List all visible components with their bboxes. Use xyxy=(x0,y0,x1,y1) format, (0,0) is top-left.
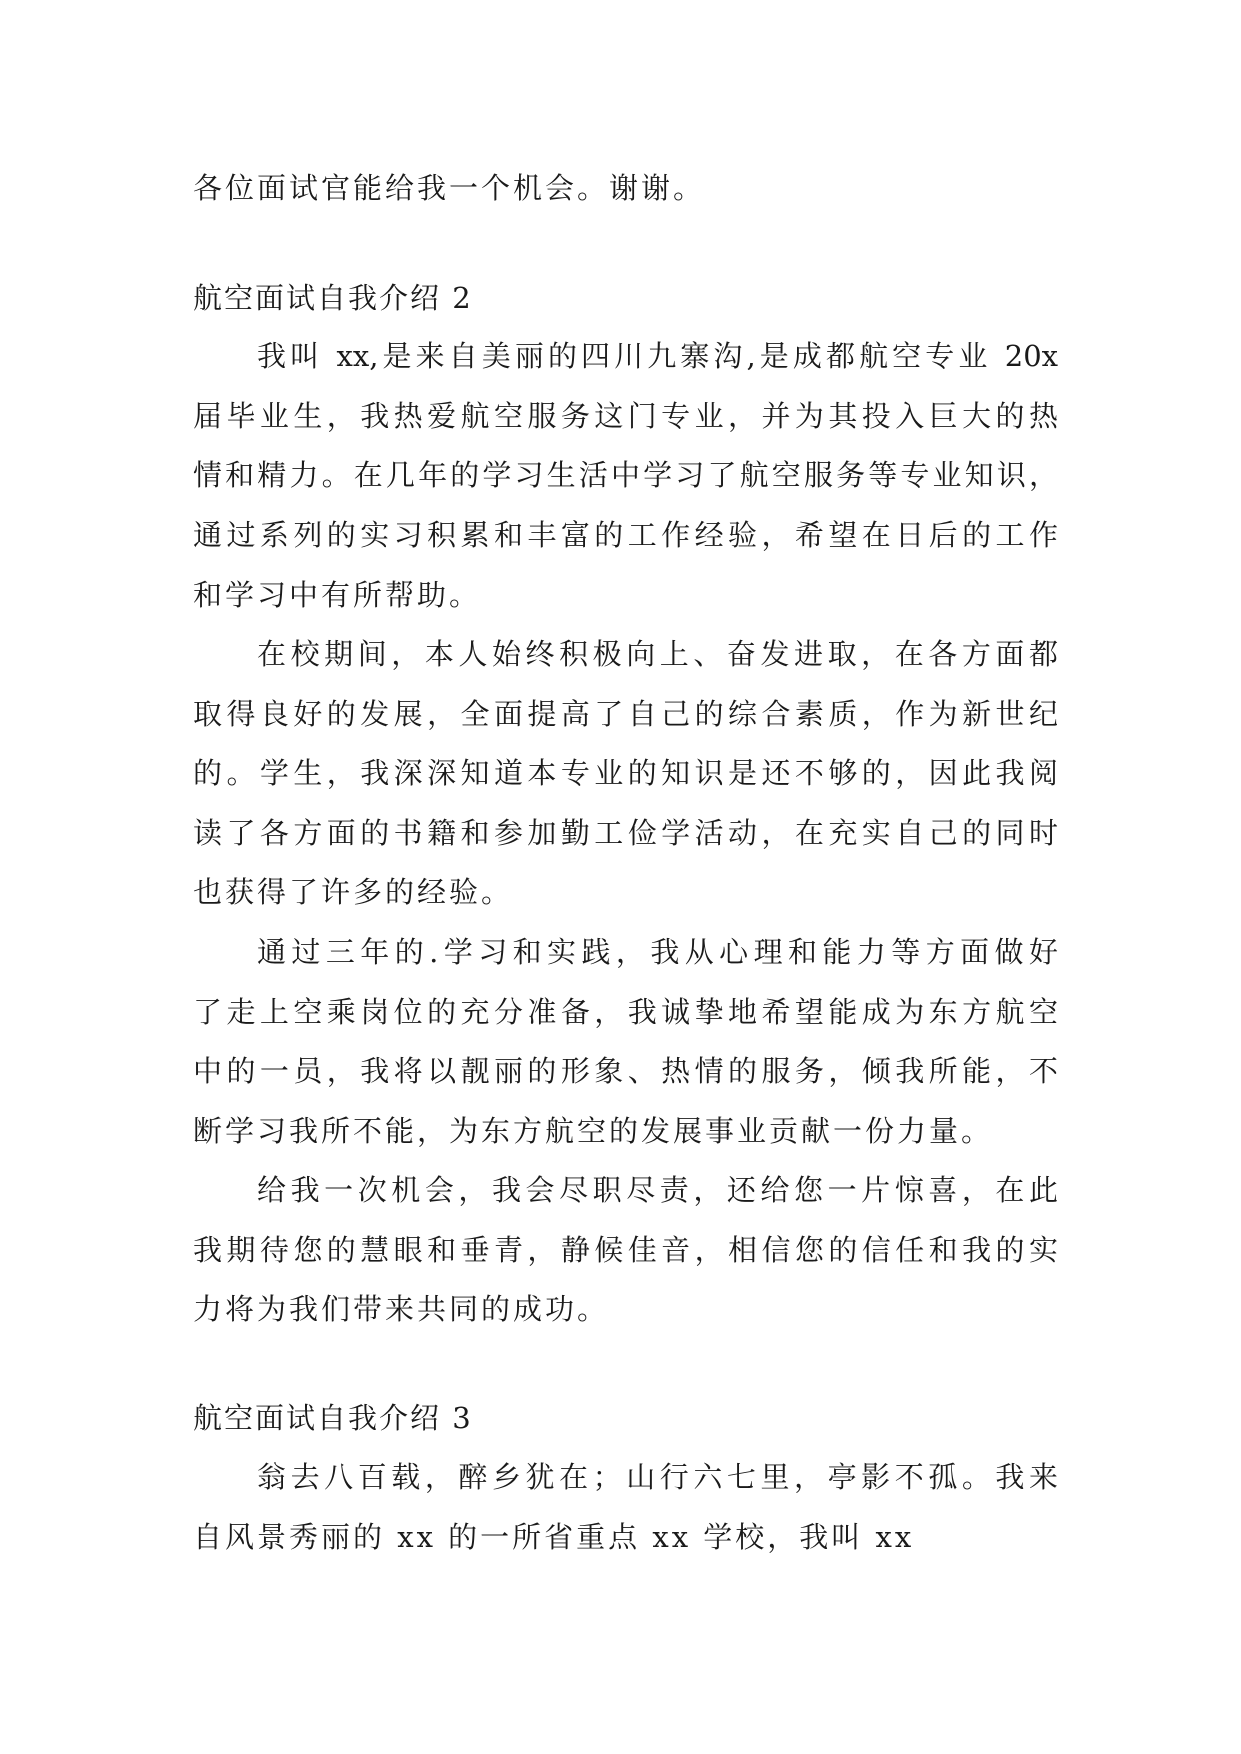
paragraph-line: 在校期间，本人始终积极向上、奋发进取，在各方面都 xyxy=(257,637,1058,671)
paragraph-line: 通过三年的.学习和实践，我从心理和能力等方面做好 xyxy=(257,935,1058,969)
paragraph-line: 届毕业生，我热爱航空服务这门专业，并为其投入巨大的热 xyxy=(193,399,1058,433)
paragraph-line: 情和精力。在几年的学习生活中学习了航空服务等专业知识， xyxy=(193,458,1058,492)
intro-tail-line: 各位面试官能给我一个机会。谢谢。 xyxy=(193,171,706,205)
paragraph-line: 了走上空乘岗位的充分准备，我诚挚地希望能成为东方航空 xyxy=(193,995,1058,1029)
paragraph-line: 断学习我所不能，为东方航空的发展事业贡献一份力量。 xyxy=(193,1114,994,1148)
paragraph-line: 我期待您的慧眼和垂青，静候佳音，相信您的信任和我的实 xyxy=(193,1233,1058,1267)
paragraph-line: 的。学生，我深深知道本专业的知识是还不够的，因此我阅 xyxy=(193,756,1058,790)
paragraph-line: 翁去八百载，醉乡犹在；山行六七里，亭影不孤。我来 xyxy=(257,1460,1058,1494)
paragraph-line: 通过系列的实习积累和丰富的工作经验，希望在日后的工作 xyxy=(193,518,1058,552)
section3-title: 航空面试自我介绍 3 xyxy=(193,1401,473,1435)
paragraph-line: 给我一次机会，我会尽职尽责，还给您一片惊喜，在此 xyxy=(257,1173,1058,1207)
paragraph-line: 取得良好的发展，全面提高了自己的综合素质，作为新世纪 xyxy=(193,697,1058,731)
paragraph-line: 也获得了许多的经验。 xyxy=(193,875,514,909)
document-page xyxy=(193,0,1058,1754)
paragraph-line: 力将为我们带来共同的成功。 xyxy=(193,1292,610,1326)
paragraph-line: 自风景秀丽的 xx 的一所省重点 xx 学校，我叫 xx xyxy=(193,1520,915,1554)
section2-title: 航空面试自我介绍 2 xyxy=(193,281,473,315)
paragraph-line: 和学习中有所帮助。 xyxy=(193,578,482,612)
paragraph-line: 我叫 xx,是来自美丽的四川九寨沟,是成都航空专业 20x xyxy=(257,339,1058,373)
paragraph-line: 读了各方面的书籍和参加勤工俭学活动，在充实自己的同时 xyxy=(193,816,1058,850)
paragraph-line: 中的一员，我将以靓丽的形象、热情的服务，倾我所能，不 xyxy=(193,1054,1058,1088)
